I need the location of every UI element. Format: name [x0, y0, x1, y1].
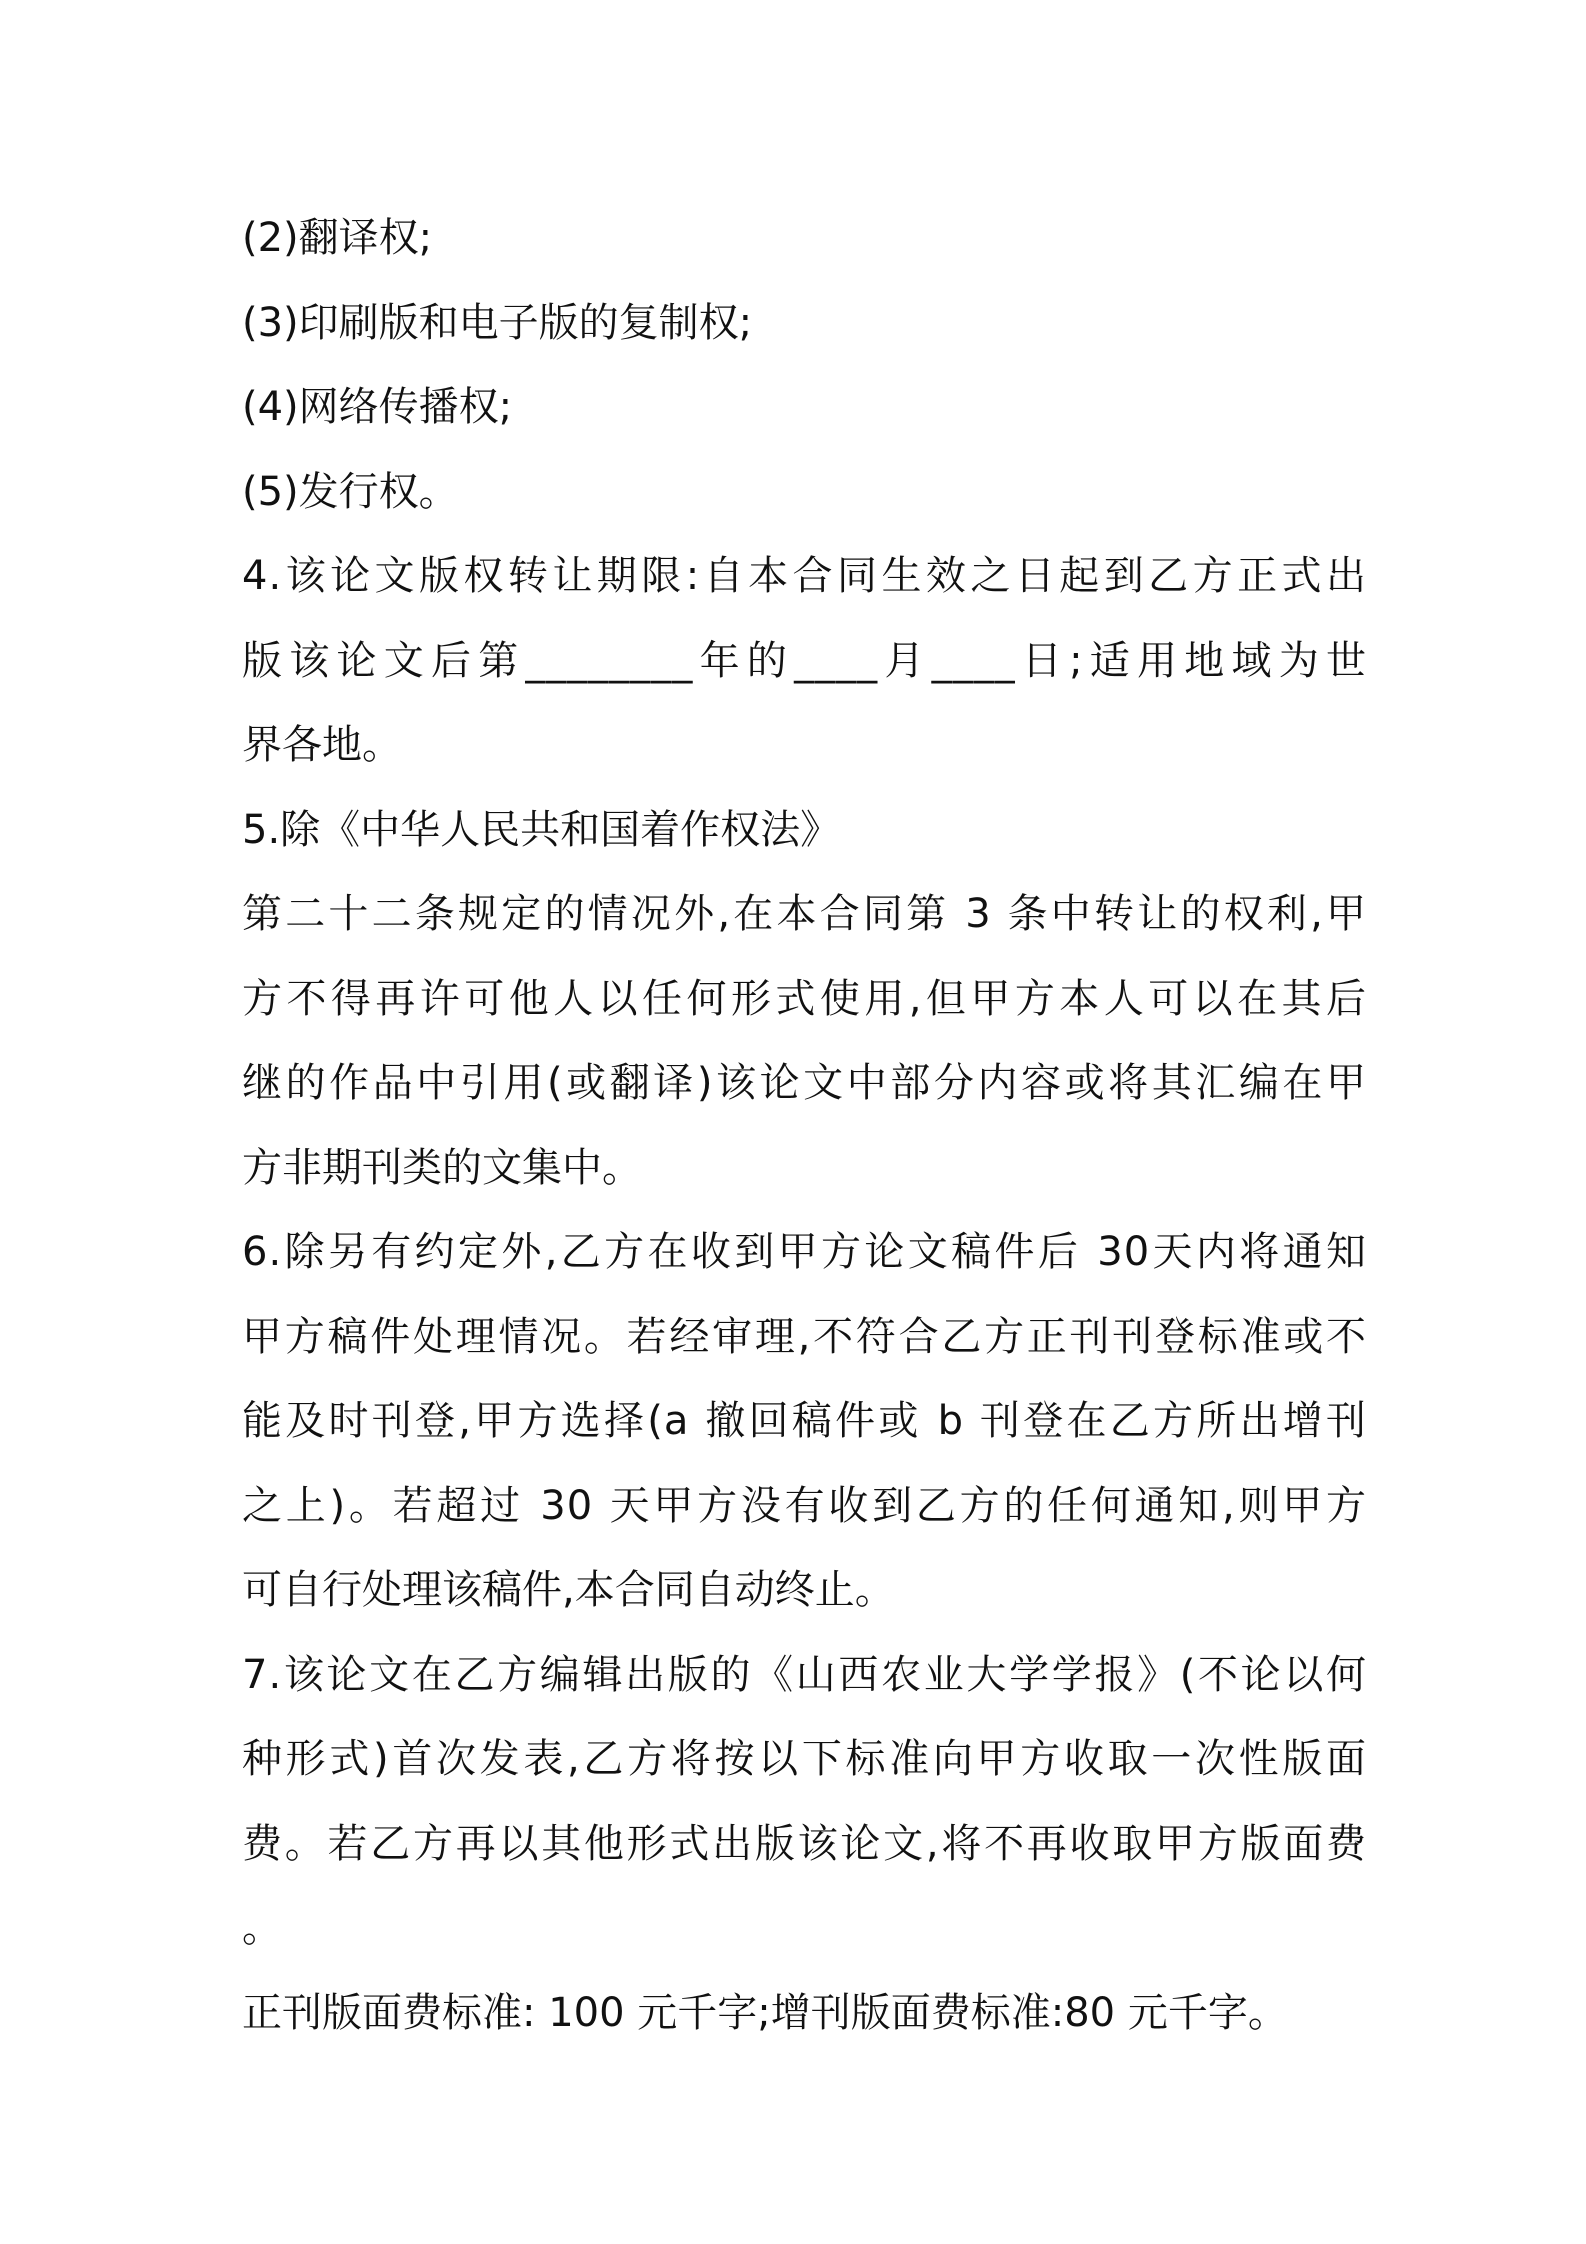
- text-line-18: 7.该论文在乙方编辑出版的《山西农业大学学报》(不论以何: [242, 1651, 1367, 1698]
- text-line-21: 。: [242, 1905, 282, 1951]
- text-line-8: 5.除《中华人民共和国着作权法》: [242, 806, 841, 853]
- text-line-2: (3)印刷版和电子版的复制权;: [242, 299, 753, 346]
- text-line-10: 方不得再许可他人以任何形式使用,但甲方本人可以在其后: [242, 975, 1367, 1022]
- text-line-12: 方非期刊类的文集中。: [242, 1144, 642, 1191]
- text-line-11: 继的作品中引用(或翻译)该论文中部分内容或将其汇编在甲: [242, 1060, 1367, 1106]
- text-line-16: 之上)。若超过 30 天甲方没有收到乙方的任何通知,则甲方: [242, 1482, 1367, 1529]
- text-line-15: 能及时刊登,甲方选择(a 撤回稿件或 b 刊登在乙方所出增刊: [242, 1398, 1367, 1444]
- text-line-6: 版该论文后第________年的____月____日;适用地域为世: [242, 637, 1367, 684]
- text-line-1: (2)翻译权;: [242, 215, 433, 261]
- text-line-19: 种形式)首次发表,乙方将按以下标准向甲方收取一次性版面: [242, 1736, 1367, 1782]
- text-line-14: 甲方稿件处理情况。若经审理,不符合乙方正刊刊登标准或不: [242, 1313, 1367, 1360]
- text-line-4: (5)发行权。: [242, 468, 459, 515]
- document-page: [242, 196, 1367, 2055]
- text-line-22: 正刊版面费标准: 100 元千字;增刊版面费标准:80 元千字。: [242, 1989, 1288, 2036]
- text-line-20: 费。若乙方再以其他形式出版该论文,将不再收取甲方版面费: [242, 1820, 1367, 1867]
- text-line-7: 界各地。: [242, 722, 402, 768]
- text-line-5: 4.该论文版权转让期限:自本合同生效之日起到乙方正式出: [242, 553, 1367, 599]
- text-line-17: 可自行处理该稿件,本合同自动终止。: [242, 1567, 895, 1613]
- text-line-3: (4)网络传播权;: [242, 384, 513, 430]
- text-line-13: 6.除另有约定外,乙方在收到甲方论文稿件后 30天内将通知: [242, 1229, 1367, 1275]
- text-line-9: 第二十二条规定的情况外,在本合同第 3 条中转让的权利,甲: [242, 891, 1367, 937]
